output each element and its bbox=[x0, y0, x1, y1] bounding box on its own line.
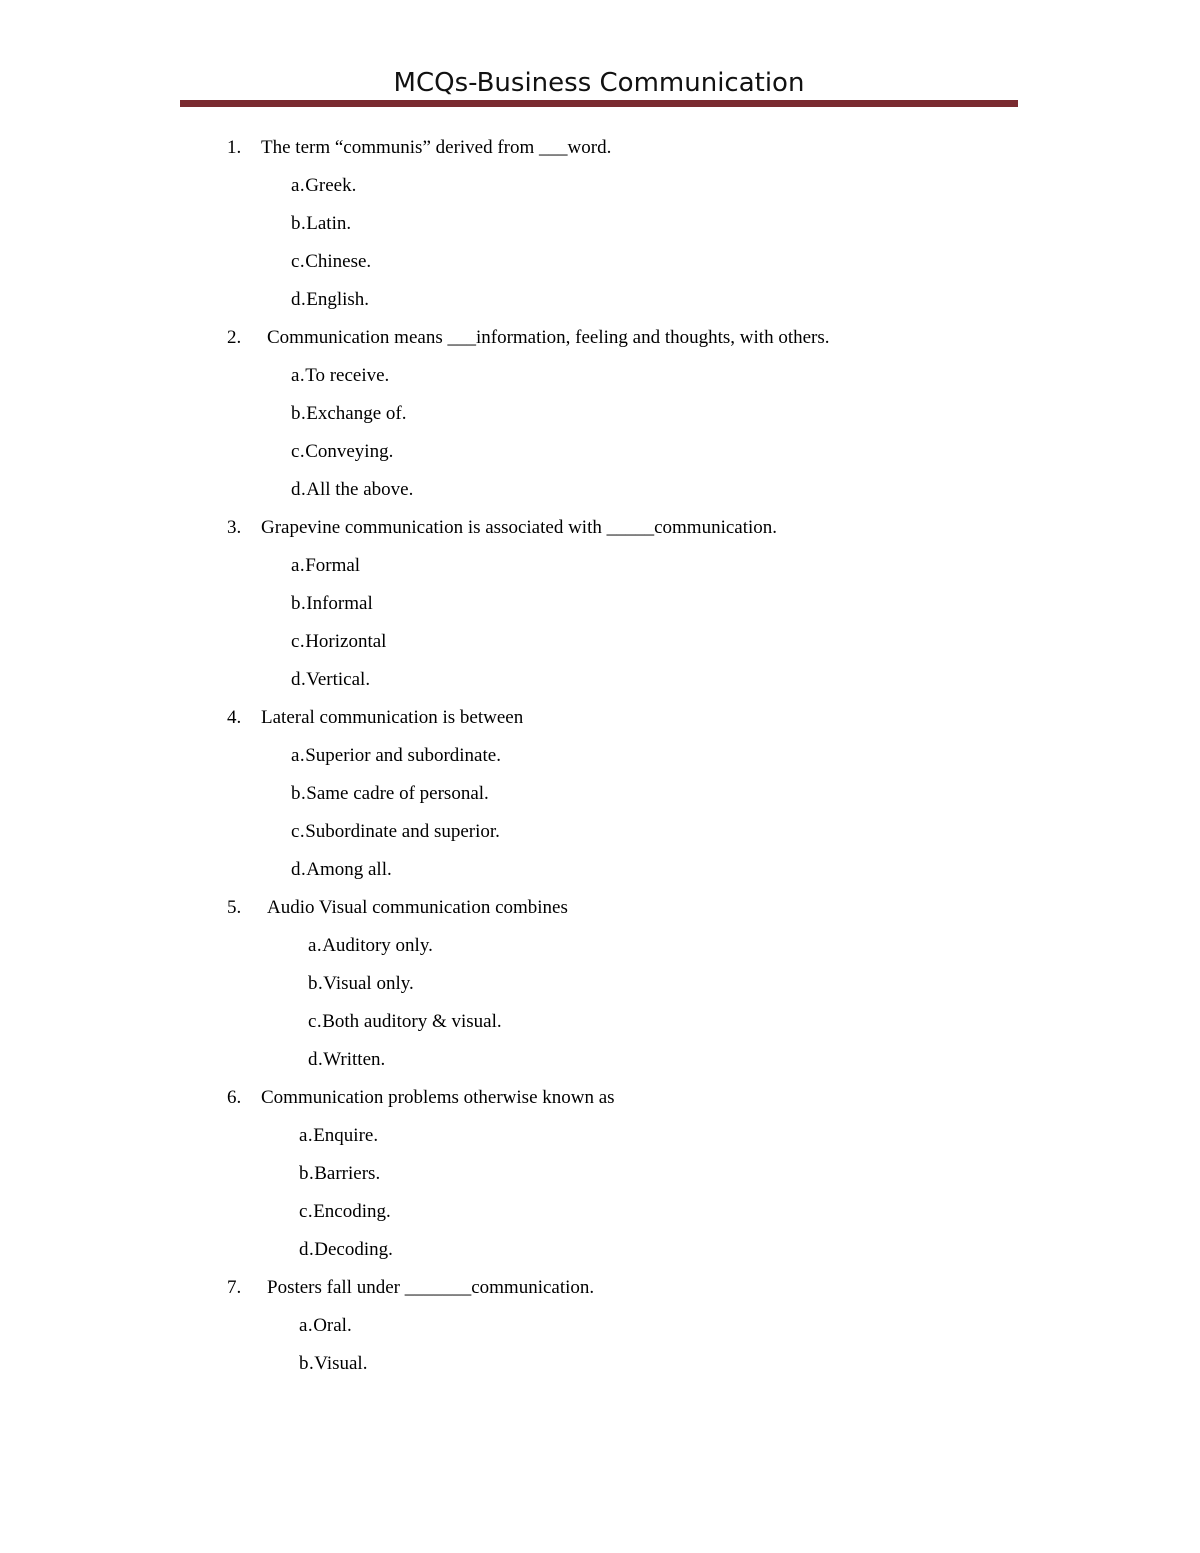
option-text: Informal bbox=[306, 593, 373, 614]
question-number: 1. bbox=[227, 137, 242, 158]
question-line bbox=[0, 1269, 1200, 1307]
option-b bbox=[0, 1155, 1200, 1193]
option-letter: b. bbox=[308, 973, 324, 994]
option-a bbox=[0, 737, 1200, 775]
option-list bbox=[0, 547, 1200, 699]
question-text: Posters fall under _______communication. bbox=[267, 1277, 595, 1298]
option-text: English. bbox=[306, 289, 370, 310]
option-list bbox=[0, 1117, 1200, 1269]
option-d bbox=[0, 281, 1200, 319]
option-letter: c. bbox=[291, 631, 306, 652]
option-letter: a. bbox=[291, 175, 306, 196]
option-text: Latin. bbox=[306, 213, 352, 234]
option-text: Greek. bbox=[305, 175, 357, 196]
option-a bbox=[0, 927, 1200, 965]
option-text: Chinese. bbox=[305, 251, 372, 272]
option-a bbox=[0, 547, 1200, 585]
option-letter: a. bbox=[291, 745, 306, 766]
option-d bbox=[0, 661, 1200, 699]
option-letter: c. bbox=[308, 1011, 323, 1032]
option-text: Auditory only. bbox=[322, 935, 433, 956]
option-letter: d. bbox=[291, 479, 307, 500]
question-number: 7. bbox=[227, 1277, 242, 1298]
option-text: Horizontal bbox=[305, 631, 387, 652]
option-a bbox=[0, 167, 1200, 205]
option-letter: b. bbox=[291, 593, 307, 614]
option-c bbox=[0, 433, 1200, 471]
option-a bbox=[0, 1117, 1200, 1155]
question-number: 5. bbox=[227, 897, 242, 918]
question-number: 4. bbox=[227, 707, 242, 728]
question-text: Lateral communication is between bbox=[261, 707, 524, 728]
question-4 bbox=[0, 699, 1200, 889]
option-c bbox=[0, 1003, 1200, 1041]
option-letter: c. bbox=[291, 441, 306, 462]
option-text: Oral. bbox=[313, 1315, 352, 1336]
option-text: To receive. bbox=[305, 365, 390, 386]
option-letter: d. bbox=[291, 669, 307, 690]
page-title: MCQs-Business Communication bbox=[393, 68, 805, 98]
question-number: 2. bbox=[227, 327, 242, 348]
option-c bbox=[0, 243, 1200, 281]
question-list bbox=[0, 129, 1200, 1383]
question-line bbox=[0, 509, 1200, 547]
option-text: Formal bbox=[305, 555, 361, 576]
option-text: Exchange of. bbox=[306, 403, 407, 424]
option-b bbox=[0, 775, 1200, 813]
question-text: Communication means ___information, feeling and thoughts, with others. bbox=[267, 327, 830, 348]
question-text: Audio Visual communication combines bbox=[267, 897, 568, 918]
option-text: Among all. bbox=[306, 859, 392, 880]
option-text: Visual. bbox=[314, 1353, 368, 1374]
option-list bbox=[0, 1307, 1200, 1383]
option-letter: b. bbox=[291, 213, 307, 234]
option-b bbox=[0, 585, 1200, 623]
option-text: Visual only. bbox=[323, 973, 414, 994]
option-letter: d. bbox=[291, 289, 307, 310]
option-a bbox=[0, 357, 1200, 395]
option-b bbox=[0, 1345, 1200, 1383]
question-line bbox=[0, 319, 1200, 357]
option-text: Barriers. bbox=[314, 1163, 381, 1184]
option-letter: a. bbox=[308, 935, 323, 956]
option-text: Same cadre of personal. bbox=[306, 783, 489, 804]
option-letter: a. bbox=[291, 555, 306, 576]
question-number: 3. bbox=[227, 517, 242, 538]
option-b bbox=[0, 395, 1200, 433]
option-d bbox=[0, 851, 1200, 889]
option-letter: d. bbox=[291, 859, 307, 880]
question-line bbox=[0, 129, 1200, 167]
option-letter: a. bbox=[299, 1125, 314, 1146]
question-line bbox=[0, 1079, 1200, 1117]
option-a bbox=[0, 1307, 1200, 1345]
option-letter: c. bbox=[291, 251, 306, 272]
option-b bbox=[0, 205, 1200, 243]
option-text: All the above. bbox=[306, 479, 414, 500]
option-b bbox=[0, 965, 1200, 1003]
question-6 bbox=[0, 1079, 1200, 1269]
option-letter: b. bbox=[291, 783, 307, 804]
option-list bbox=[0, 927, 1200, 1079]
option-text: Vertical. bbox=[306, 669, 371, 690]
option-text: Decoding. bbox=[314, 1239, 393, 1260]
option-letter: b. bbox=[291, 403, 307, 424]
question-text: The term “communis” derived from ___word. bbox=[261, 137, 612, 158]
question-line bbox=[0, 889, 1200, 927]
option-letter: a. bbox=[299, 1315, 314, 1336]
question-1 bbox=[0, 129, 1200, 319]
question-2 bbox=[0, 319, 1200, 509]
option-d bbox=[0, 1041, 1200, 1079]
option-letter: d. bbox=[299, 1239, 315, 1260]
question-7 bbox=[0, 1269, 1200, 1383]
header-divider bbox=[180, 100, 1018, 107]
option-text: Subordinate and superior. bbox=[305, 821, 500, 842]
option-letter: b. bbox=[299, 1163, 315, 1184]
option-letter: c. bbox=[299, 1201, 314, 1222]
option-text: Superior and subordinate. bbox=[305, 745, 501, 766]
option-text: Conveying. bbox=[305, 441, 394, 462]
option-letter: c. bbox=[291, 821, 306, 842]
option-c bbox=[0, 1193, 1200, 1231]
option-letter: d. bbox=[308, 1049, 324, 1070]
option-letter: b. bbox=[299, 1353, 315, 1374]
question-3 bbox=[0, 509, 1200, 699]
option-list bbox=[0, 357, 1200, 509]
option-text: Enquire. bbox=[313, 1125, 379, 1146]
option-d bbox=[0, 1231, 1200, 1269]
option-c bbox=[0, 623, 1200, 661]
question-text: Grapevine communication is associated with _____communication. bbox=[261, 517, 778, 538]
question-5 bbox=[0, 889, 1200, 1079]
question-number: 6. bbox=[227, 1087, 242, 1108]
question-text: Communication problems otherwise known as bbox=[261, 1087, 615, 1108]
option-list bbox=[0, 167, 1200, 319]
option-list bbox=[0, 737, 1200, 889]
option-d bbox=[0, 471, 1200, 509]
option-text: Encoding. bbox=[313, 1201, 391, 1222]
option-text: Both auditory & visual. bbox=[322, 1011, 502, 1032]
option-c bbox=[0, 813, 1200, 851]
option-text: Written. bbox=[323, 1049, 386, 1070]
option-letter: a. bbox=[291, 365, 306, 386]
question-line bbox=[0, 699, 1200, 737]
